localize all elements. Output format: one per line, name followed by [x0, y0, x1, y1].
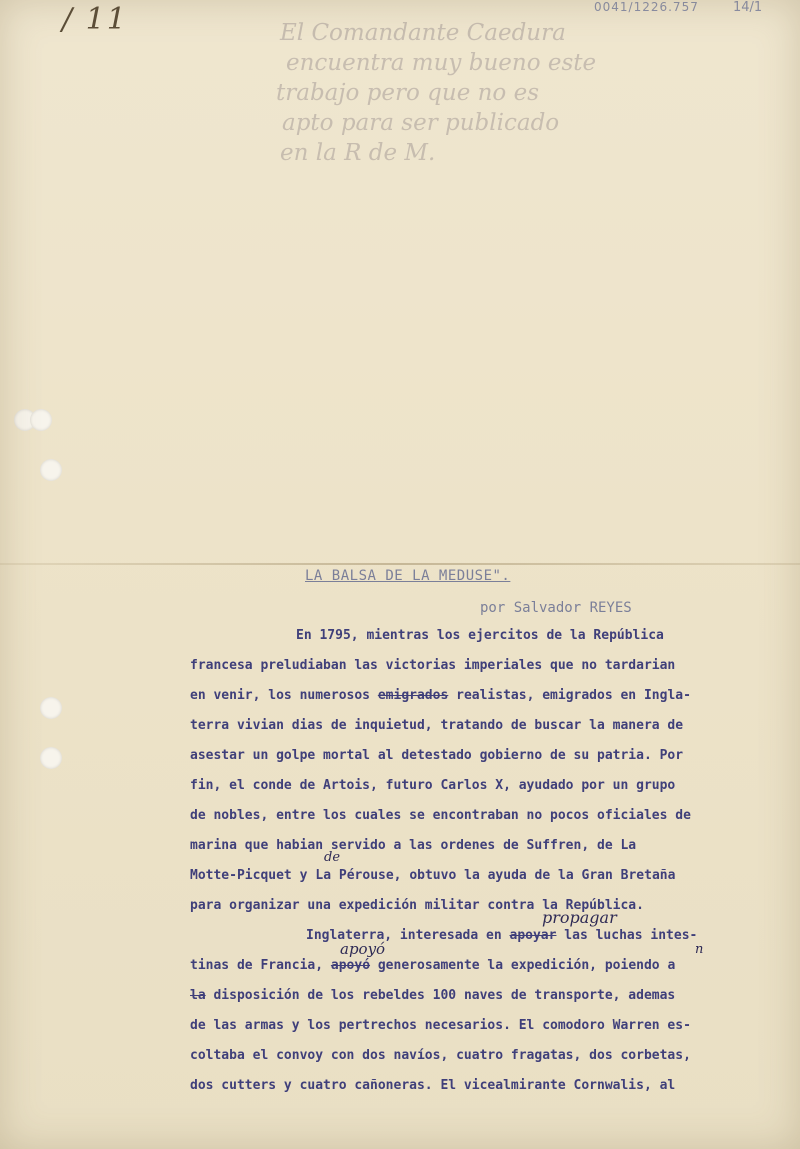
- body-line: fin, el conde de Artois, futuro Carlos X, ayudado por un grupo: [190, 778, 676, 793]
- document-title: LA BALSA DE LA MEDUSE".: [305, 568, 511, 584]
- archive-code: 0041/1226.757: [594, 0, 699, 14]
- pencil-annotation-line: encuentra muy bueno este: [286, 50, 597, 76]
- body-line: para organizar una expedición militar contra la República.: [190, 898, 644, 913]
- body-line: terra vivian dias de inquietud, tratando de buscar la manera de: [190, 718, 684, 733]
- handwritten-insert: apoyó: [340, 940, 386, 958]
- struck-word: la: [190, 988, 206, 1003]
- body-line: Motte-Picquet y La Pérouse, obtuvo la ayuda de la Gran Bretaña: [190, 868, 676, 883]
- paper-fold-line: [0, 563, 800, 565]
- body-line: En 1795, mientras los ejercitos de la República: [296, 628, 664, 643]
- body-line: de las armas y los pertrechos necesarios. El comodoro Warren es-: [190, 1018, 691, 1033]
- pencil-annotation-line: trabajo pero que no es: [276, 80, 540, 106]
- punch-hole: [40, 697, 62, 719]
- body-line: coltaba el convoy con dos navíos, cuatro fragatas, dos corbetas,: [190, 1048, 691, 1063]
- handwritten-insert: n: [695, 942, 704, 957]
- handwritten-insert: de: [324, 850, 341, 865]
- punch-hole: [30, 409, 52, 431]
- punch-hole: [40, 747, 62, 769]
- struck-word: apoyar: [509, 928, 557, 943]
- body-line: Inglaterra, interesada en apoyar las luchas intes-: [306, 928, 698, 943]
- body-line: de nobles, entre los cuales se encontraban no pocos oficiales de: [190, 808, 691, 823]
- body-line: francesa preludiaban las victorias imperiales que no tardarian: [190, 658, 676, 673]
- archive-corner-mark: / 11: [62, 2, 128, 37]
- struck-word: emigrados: [377, 688, 449, 703]
- pencil-annotation: [270, 18, 670, 168]
- body-line: tinas de Francia, apoyó generosamente la expedición, poiendo a: [190, 958, 676, 973]
- pencil-annotation-line: en la R de M.: [280, 140, 436, 166]
- body-line: en venir, los numerosos emigrados realistas, emigrados en Ingla-: [190, 688, 691, 703]
- handwritten-insert: propagar: [542, 908, 617, 927]
- pencil-annotation-line: apto para ser publicado: [282, 110, 560, 136]
- document-author: por Salvador REYES: [480, 600, 632, 616]
- punch-hole: [40, 459, 62, 481]
- archive-folio: 14/1: [733, 0, 763, 15]
- body-line: marina que habian servido a las ordenes de Suffren, de La: [190, 838, 637, 853]
- body-line: asestar un golpe mortal al detestado gobierno de su patria. Por: [190, 748, 684, 763]
- pencil-annotation-line: El Comandante Caedura: [280, 20, 566, 46]
- struck-word: apoyó: [330, 958, 371, 973]
- body-line: dos cutters y cuatro cañoneras. El vicealmirante Cornwalis, al: [190, 1078, 676, 1093]
- body-line: la disposición de los rebeldes 100 naves de transporte, ademas: [190, 988, 676, 1003]
